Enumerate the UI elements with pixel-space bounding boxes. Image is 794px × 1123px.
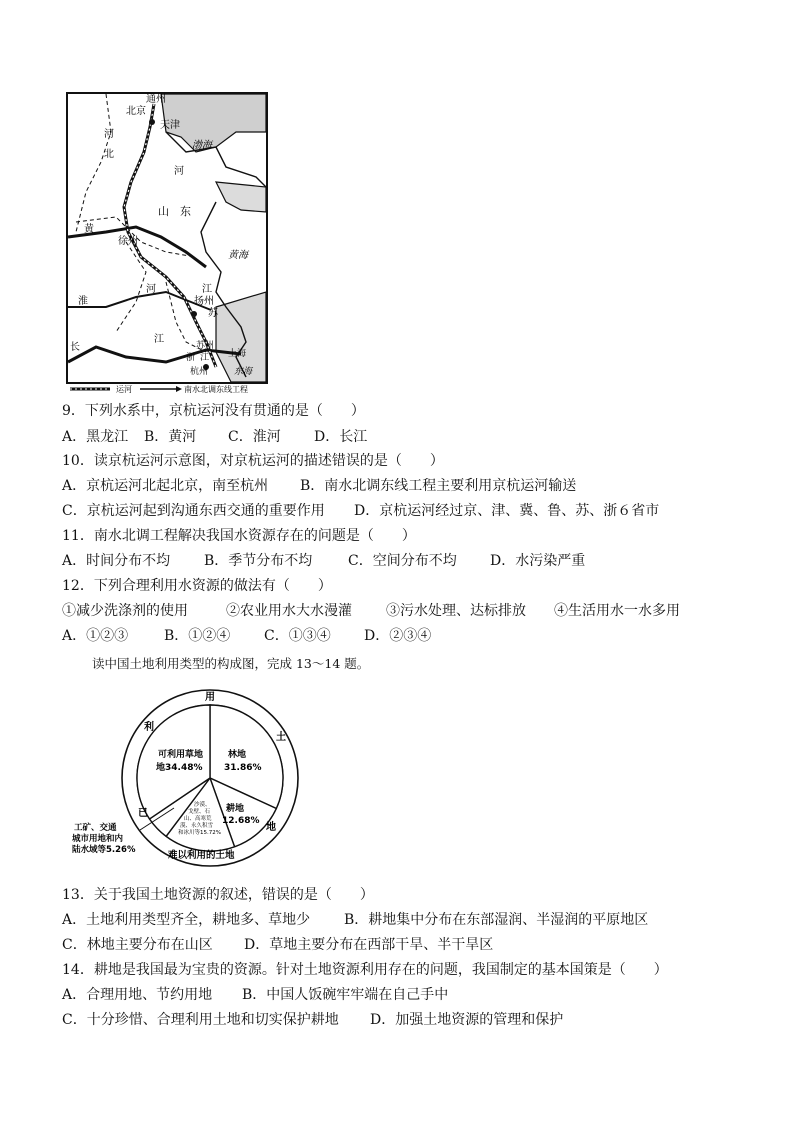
q11-option-d[interactable]: D．水污染严重	[490, 553, 586, 569]
q12-item-3: ③污水处理、达标排放	[386, 603, 526, 619]
slice-builtup-line-2: 城市用地和内	[72, 834, 124, 844]
question-12-options	[62, 627, 431, 645]
map-label-huanghai: 黄海	[228, 250, 248, 261]
map-label-yangzhou: 扬州	[194, 296, 214, 307]
q13-option-d[interactable]: D．草地主要分布在西部干旱、半干旱区	[244, 937, 494, 953]
question-12-stem: 12．下列合理利用水资源的做法有（ ）	[62, 578, 332, 594]
q10-option-a[interactable]: A．京杭运河北起北京，南至杭州	[62, 478, 269, 494]
map-label-he: 河	[104, 129, 114, 140]
q12-option-d[interactable]: D．②③④	[364, 628, 432, 644]
q13-option-c[interactable]: C．林地主要分布在山区	[62, 937, 213, 953]
map-label-beijing: 北京	[126, 106, 146, 117]
slice-desert-line-5: 和冰川等15.72%	[178, 830, 221, 836]
slice-forest-value: 31.86%	[224, 763, 262, 773]
map-label-dong: 东	[180, 205, 191, 218]
ring-label-li: 利	[144, 722, 154, 733]
map-label-he2: 河	[174, 166, 184, 177]
map-label-he3: 河	[146, 284, 156, 295]
question-9-options	[62, 428, 367, 446]
map-label-jiang2: 江	[154, 334, 164, 345]
map-label-huai: 淮	[78, 296, 88, 307]
map-label-bohai: 渤海	[192, 140, 212, 151]
q10-option-c[interactable]: C．京杭运河起到沟通东西交通的重要作用	[62, 503, 325, 519]
question-10-options-ab	[62, 477, 576, 495]
map-label-jiang1: 江	[202, 284, 212, 295]
ring-label-di: 地	[266, 822, 276, 833]
slice-desert-line-1: 沙漠、	[194, 802, 211, 808]
slice-builtup-line-1: 工矿、交通	[74, 823, 117, 833]
ring-label-yong: 用	[205, 692, 215, 703]
question-14-options-cd	[62, 1011, 563, 1029]
grand-canal-map	[66, 92, 268, 394]
q9-option-b[interactable]: B．黄河	[144, 429, 197, 445]
slice-desert-line-2: 戈壁、石	[188, 809, 211, 815]
map-label-tianjin: 天津	[160, 120, 180, 131]
slice-grassland-label: 可利用草地	[158, 750, 204, 760]
q12-option-a[interactable]: A．①②③	[62, 628, 129, 644]
question-10-stem: 10．读京杭运河示意图，对京杭运河的描述错误的是（ ）	[62, 453, 444, 469]
question-13-options-ab	[62, 911, 648, 929]
map-label-shanghai: 上海	[228, 349, 247, 359]
q14-option-c[interactable]: C．十分珍惜、合理利用土地和切实保护耕地	[62, 1012, 339, 1028]
q14-option-d[interactable]: D．加强土地资源的管理和保护	[370, 1012, 564, 1028]
q9-option-c[interactable]: C．淮河	[228, 429, 281, 445]
question-12-items	[62, 602, 680, 620]
map-label-zhe: 浙	[186, 353, 196, 363]
map-legend	[70, 384, 248, 394]
q13-option-b[interactable]: B．耕地集中分布在东部湿润、半湿润的平原地区	[344, 912, 649, 928]
slice-desert-line-4: 漠、永久积雪	[180, 823, 214, 829]
map-label-suzhou: 苏州	[196, 341, 215, 351]
slice-grassland-value: 地34.48%	[156, 763, 203, 773]
q13-option-a[interactable]: A．土地利用类型齐全，耕地多、草地少	[62, 912, 311, 928]
question-10-options-cd	[62, 502, 659, 520]
question-14-options-ab	[62, 986, 448, 1004]
question-14-stem: 14．耕地是我国最为宝贵的资源。针对土地资源利用存在的问题，我国制定的基本国策是（ ）	[62, 962, 668, 978]
q11-option-a[interactable]: A．时间分布不均	[62, 553, 171, 569]
ring-label-tu: 土	[276, 732, 286, 743]
map-label-donghai: 东海	[234, 367, 253, 377]
question-9-stem: 9．下列水系中，京杭运河没有贯通的是（ ）	[62, 403, 365, 419]
q11-option-b[interactable]: B．季节分布不均	[204, 553, 313, 569]
q9-option-d[interactable]: D．长江	[314, 429, 368, 445]
map-label-huang: 黄	[84, 224, 94, 235]
q10-option-d[interactable]: D．京杭运河经过京、津、冀、鲁、苏、浙６省市	[354, 503, 660, 519]
q10-option-b[interactable]: B．南水北调东线工程主要利用京杭运河输送	[300, 478, 577, 494]
map-label-tongzhou: 通州	[146, 94, 166, 105]
slice-desert-line-3: 山、高寒荒	[184, 816, 212, 822]
land-use-pie-chart	[70, 680, 310, 880]
q12-item-2: ②农业用水大水漫灌	[226, 603, 352, 619]
map-label-hangzhou: 杭州	[190, 367, 209, 377]
slice-builtup-line-3: 陆水域等5.26%	[72, 845, 136, 855]
q12-item-1: ①减少洗涤剂的使用	[62, 603, 188, 619]
q14-option-b[interactable]: B．中国人饭碗牢牢端在自己手中	[242, 987, 449, 1003]
question-13-options-cd	[62, 936, 493, 954]
slice-cropland-value: 12.68%	[222, 816, 260, 826]
q12-item-4: ④生活用水一水多用	[554, 603, 680, 619]
question-13-stem: 13．关于我国土地资源的叙述，错误的是（ ）	[62, 887, 374, 903]
ring-label-hard-to-use: 难以利用的土地	[168, 850, 235, 861]
q12-option-b[interactable]: B．①②④	[164, 628, 231, 644]
ring-label-yi: 已	[138, 808, 148, 819]
map-label-shan: 山	[158, 205, 169, 218]
map-label-bei: 北	[104, 149, 114, 160]
q14-option-a[interactable]: A．合理用地、节约用地	[62, 987, 213, 1003]
q11-option-c[interactable]: C．空间分布不均	[348, 553, 457, 569]
legend-canal-label: 运河	[116, 385, 132, 394]
question-11-options	[62, 552, 585, 570]
q9-option-a[interactable]: A．黑龙江	[62, 429, 129, 445]
slice-forest-label: 林地	[228, 750, 247, 760]
reading-instruction: 读中国土地利用类型的构成图，完成 13～14 题。	[92, 656, 370, 671]
legend-project-label: 南水北调东线工程	[184, 385, 248, 394]
map-label-su: 苏	[208, 308, 218, 319]
map-label-chang: 长	[70, 342, 80, 353]
map-label-xuzhou: 徐州	[118, 236, 138, 247]
map-label-jiang3: 江	[200, 353, 210, 363]
question-11-stem: 11．南水北调工程解决我国水资源存在的问题是（ ）	[62, 528, 416, 544]
slice-cropland-label: 耕地	[226, 804, 245, 814]
q12-option-c[interactable]: C．①③④	[264, 628, 331, 644]
